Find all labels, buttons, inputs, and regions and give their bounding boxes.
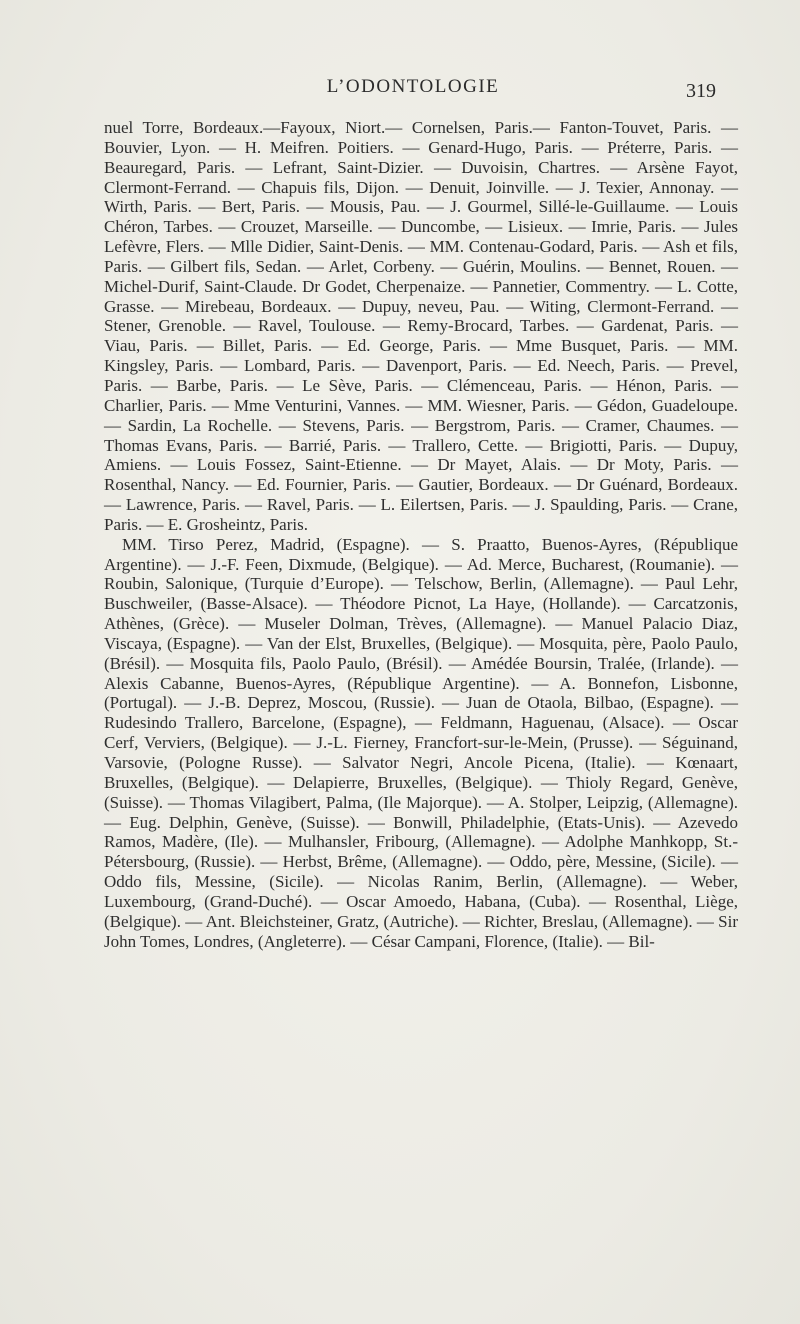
paragraph-french-members: nuel Torre, Bordeaux.—Fayoux, Niort.— Cornelsen, Paris.— Fanton-Touvet, Paris. — Bouvier, Lyon. — H. Meifren. Poitiers. — Genard-Hugo, Paris. — Préterre, Paris. — Beauregard, Paris. — Lefrant, Saint-Dizier. — Duvoisin, Chartres. — Arsène Fayot, Clermont-Ferrand. — Chapuis fils, Dijon. — Denuit, Joinville. — J. Texier, Annonay. — Wirth, Paris. — Bert, Paris. — Mousis, Pau. — J. Gourmel, Sillé-le-Guillaume. — Louis Chéron, Tarbes. — Crouzet, Marseille. — Duncombe, — Lisieux. — Imrie, Paris. — Jules Lefèvre, Flers. — Mlle Didier, Saint-Denis. — MM. Contenau-Godard, Paris. — Ash et fils, Paris. — Gilbert fils, Sedan. — Arlet, Corbeny. — Guérin, Moulins. — Bennet, Rouen. — Michel-Durif, Saint-Claude. Dr Godet, Cherpenaize. — Pannetier, Commentry. — L. Cotte, Grasse. — Mirebeau, Bordeaux. — Dupuy, neveu, Pau. — Witing, Clermont-Ferrand. — Stener, Grenoble. — Ravel, Toulouse. — Remy-Brocard, Tarbes. — Gardenat, Paris. — Viau, Paris. — Billet, Paris. — Ed. George, Paris. — Mme Busquet, Paris. — MM. Kingsley, Paris. — Lombard, Paris. — Davenport, Paris. — Ed. Neech, Paris. — Prevel, Paris. — Barbe, Paris. — Le Sève, Paris. — Clémenceau, Paris. — Hénon, Paris. — Charlier, Paris. — Mme Venturini, Vannes. — MM. Wiesner, Paris. — Gédon, Guadeloupe. — Sardin, La Rochelle. — Stevens, Paris. — Bergstrom, Paris. — Cramer, Chaumes. — Thomas Evans, Paris. — Barrié, Paris. — Trallero, Cette. — Brigiotti, Paris. — Dupuy, Amiens. — Louis Fossez, Saint-Etienne. — Dr Mayet, Alais. — Dr Moty, Paris. — Rosenthal, Nancy. — Ed. Fournier, Paris. — Gautier, Bordeaux. — Dr Guénard, Bordeaux. — Lawrence, Paris. — Ravel, Paris. — L. Eilertsen, Paris. — J. Spaulding, Paris. — Crane, Paris. — E. Grosheintz, Paris. <box>104 118 738 534</box>
body-text <box>104 118 738 951</box>
running-head <box>0 76 800 100</box>
running-title: L’ODONTOLOGIE <box>326 76 500 97</box>
paragraph-foreign-members: MM. Tirso Perez, Madrid, (Espagne). — S. Praatto, Buenos-Ayres, (République Argentine). — J.-F. Feen, Dixmude, (Belgique). — Ad. Merce, Bucharest, (Roumanie). — Roubin, Salonique, (Turquie d’Europe). — Telschow, Berlin, (Allemagne). — Paul Lehr, Buschweiler, (Basse-Alsace). — Théodore Picnot, La Haye, (Hollande). — Carcatzonis, Athènes, (Grèce). — Museler Dolman, Trèves, (Allemagne). — Manuel Palacio Diaz, Viscaya, (Espagne). — Van der Elst, Bruxelles, (Belgique). — Mosquita, père, Paolo Paulo, (Brésil). — Mosquita fils, Paolo Paulo, (Brésil). — Amédée Boursin, Tralée, (Irlande). — Alexis Cabanne, Buenos-Ayres, (République Argentine). — A. Bonnefon, Lisbonne, (Portugal). — J.-B. Deprez, Moscou, (Russie). — Juan de Otaola, Bilbao, (Espagne). — Rudesindo Trallero, Barcelone, (Espagne), — Feldmann, Haguenau, (Alsace). — Oscar Cerf, Verviers, (Belgique). — J.-L. Fierney, Francfort-sur-le-Mein, (Prusse). — Séguinand, Varsovie, (Pologne Russe). — Salvator Negri, Ancole Picena, (Italie). — Kœnaart, Bruxelles, (Belgique). — Delapierre, Bruxelles, (Belgique). — Thioly Regard, Genève, (Suisse). — Thomas Vilagibert, Palma, (Ile Majorque). — A. Stolper, Leipzig, (Allemagne). — Eug. Delphin, Genève, (Suisse). — Bonwill, Philadelphie, (Etats-Unis). — Azevedo Ramos, Madère, (Ile). — Mulhansler, Fribourg, (Allemagne). — Adolphe Manhkopp, St.-Pétersbourg, (Russie). — Herbst, Brême, (Allemagne). — Oddo, père, Messine, (Sicile). — Oddo fils, Messine, (Sicile). — Nicolas Ranim, Berlin, (Allemagne). — Weber, Luxembourg, (Grand-Duché). — Oscar Amoedo, Habana, (Cuba). — Rosenthal, Liège, (Belgique). — Ant. Bleichsteiner, Gratz, (Autriche). — Richter, Breslau, (Allemagne). — Sir John Tomes, Londres, (Angleterre). — César Campani, Florence, (Italie). — Bil- <box>104 534 738 951</box>
page-number: 319 <box>686 80 716 102</box>
